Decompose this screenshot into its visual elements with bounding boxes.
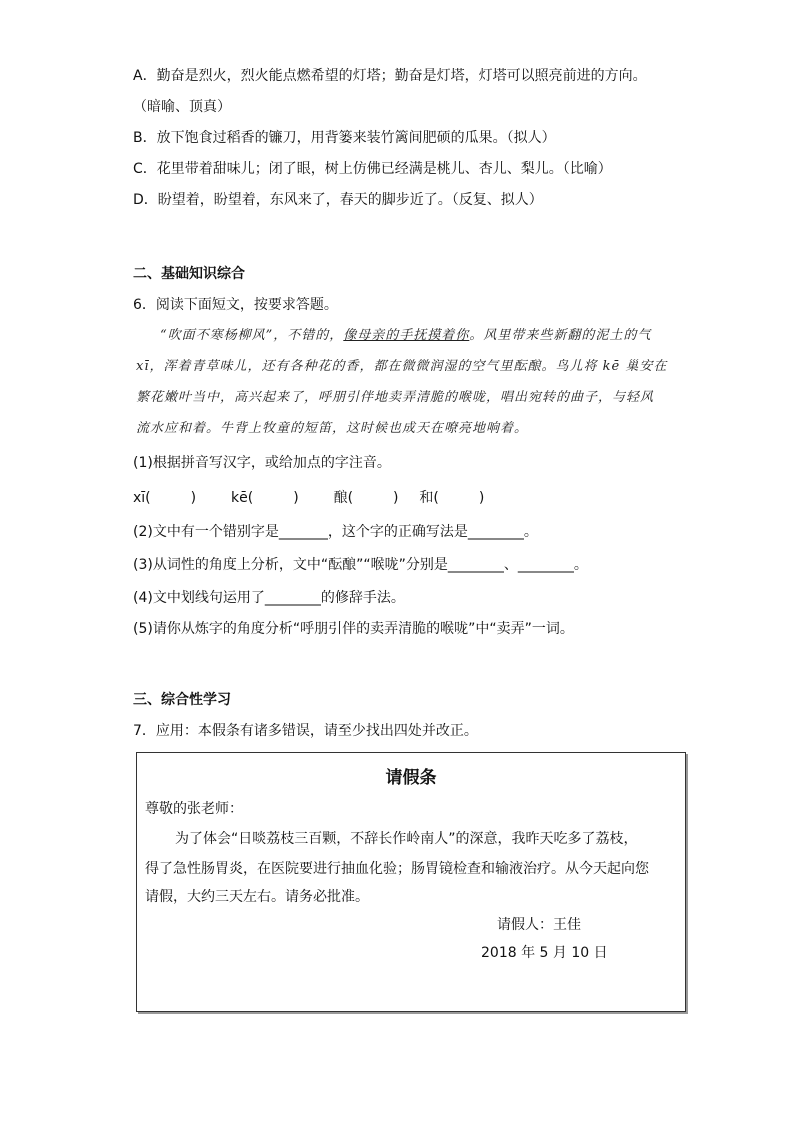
passage-line-2: xī，浑着青草味儿，还有各种花的香，都在微微润湿的空气里酝酿。鸟儿将 kē 巢安在 — [136, 359, 668, 374]
leave-note-body-line-3: 请假，大约三天左右。请务必批准。 — [145, 889, 369, 905]
leave-note-title: 请假条 — [385, 768, 437, 788]
underlined-sentence: 像母亲的手抚摸着你 — [343, 328, 470, 343]
option-b: B．放下饱食过稻香的镰刀，用背篓来装竹篱间肥硕的瓜果。（拟人） — [133, 130, 556, 146]
sub-question-2: (2)文中有一个错别字是_______，这个字的正确写法是________。 — [133, 524, 538, 540]
pinyin-item-2: kē( ) — [231, 490, 299, 506]
option-a-note: （暗喻、顶真） — [133, 99, 231, 115]
option-a: A．勤奋是烈火，烈火能点燃希望的灯塔；勤奋是灯塔，灯塔可以照亮前进的方向。 — [133, 68, 647, 84]
sub-question-3: (3)从词性的角度上分析，文中“酝酿”“喉咙”分别是________、________。 — [133, 557, 588, 573]
pinyin-item-4: 和( ) — [419, 490, 485, 506]
option-c: C．花里带着甜味儿；闭了眼，树上仿佛已经满是桃儿、杏儿、梨儿。（比喻） — [133, 161, 612, 177]
passage-line-4: 流水应和着。牛背上牧童的短笛，这时候也成天在嘹亮地响着。 — [136, 421, 529, 436]
sub-question-1: (1)根据拼音写汉字，或给加点的字注音。 — [133, 455, 391, 471]
leave-note-box — [136, 752, 686, 1012]
passage-line-3: 繁花嫩叶当中，高兴起来了，呼朋引伴地卖弄清脆的喉咙，唱出宛转的曲子，与轻风 — [136, 390, 655, 405]
passage-line-1b: 。风里带来些新翻的泥土的气 — [469, 328, 652, 343]
option-d: D．盼望着，盼望着，东风来了，春天的脚步近了。（反复、拟人） — [133, 192, 543, 208]
pinyin-answer-row — [133, 488, 484, 508]
question-6-prompt: 6．阅读下面短文，按要求答题。 — [133, 297, 338, 313]
leave-note-date: 2018 年 5 月 10 日 — [481, 945, 608, 961]
question-7-prompt: 7．应用：本假条有诸多错误，请至少找出四处并改正。 — [133, 723, 478, 739]
passage-line-1 — [160, 326, 690, 346]
section-2-heading: 二、基础知识综合 — [133, 266, 245, 282]
leave-note-body-line-1: 为了体会“日啖荔枝三百颗，不辞长作岭南人”的深意，我昨天吃多了荔枝， — [175, 831, 638, 847]
sub-question-5: (5)请你从炼字的角度分析“呼朋引伴的卖弄清脆的喉咙”中“卖弄”一词。 — [133, 621, 574, 637]
leave-note-salutation: 尊敬的张老师： — [145, 801, 243, 817]
leave-note-signer: 请假人：王佳 — [497, 917, 581, 933]
pinyin-item-1: xī( ) — [133, 490, 197, 506]
passage-line-1a: “吹面不寒杨柳风”，不错的， — [160, 328, 344, 343]
section-3-heading: 三、综合性学习 — [133, 692, 231, 708]
pinyin-item-3: 酿( ) — [333, 490, 399, 506]
sub-question-4: (4)文中划线句运用了________的修辞手法。 — [133, 590, 405, 606]
leave-note-body-line-2: 得了急性肠胃炎，在医院要进行抽血化验；肠胃镜检查和输液治疗。从今天起向您 — [145, 861, 649, 877]
